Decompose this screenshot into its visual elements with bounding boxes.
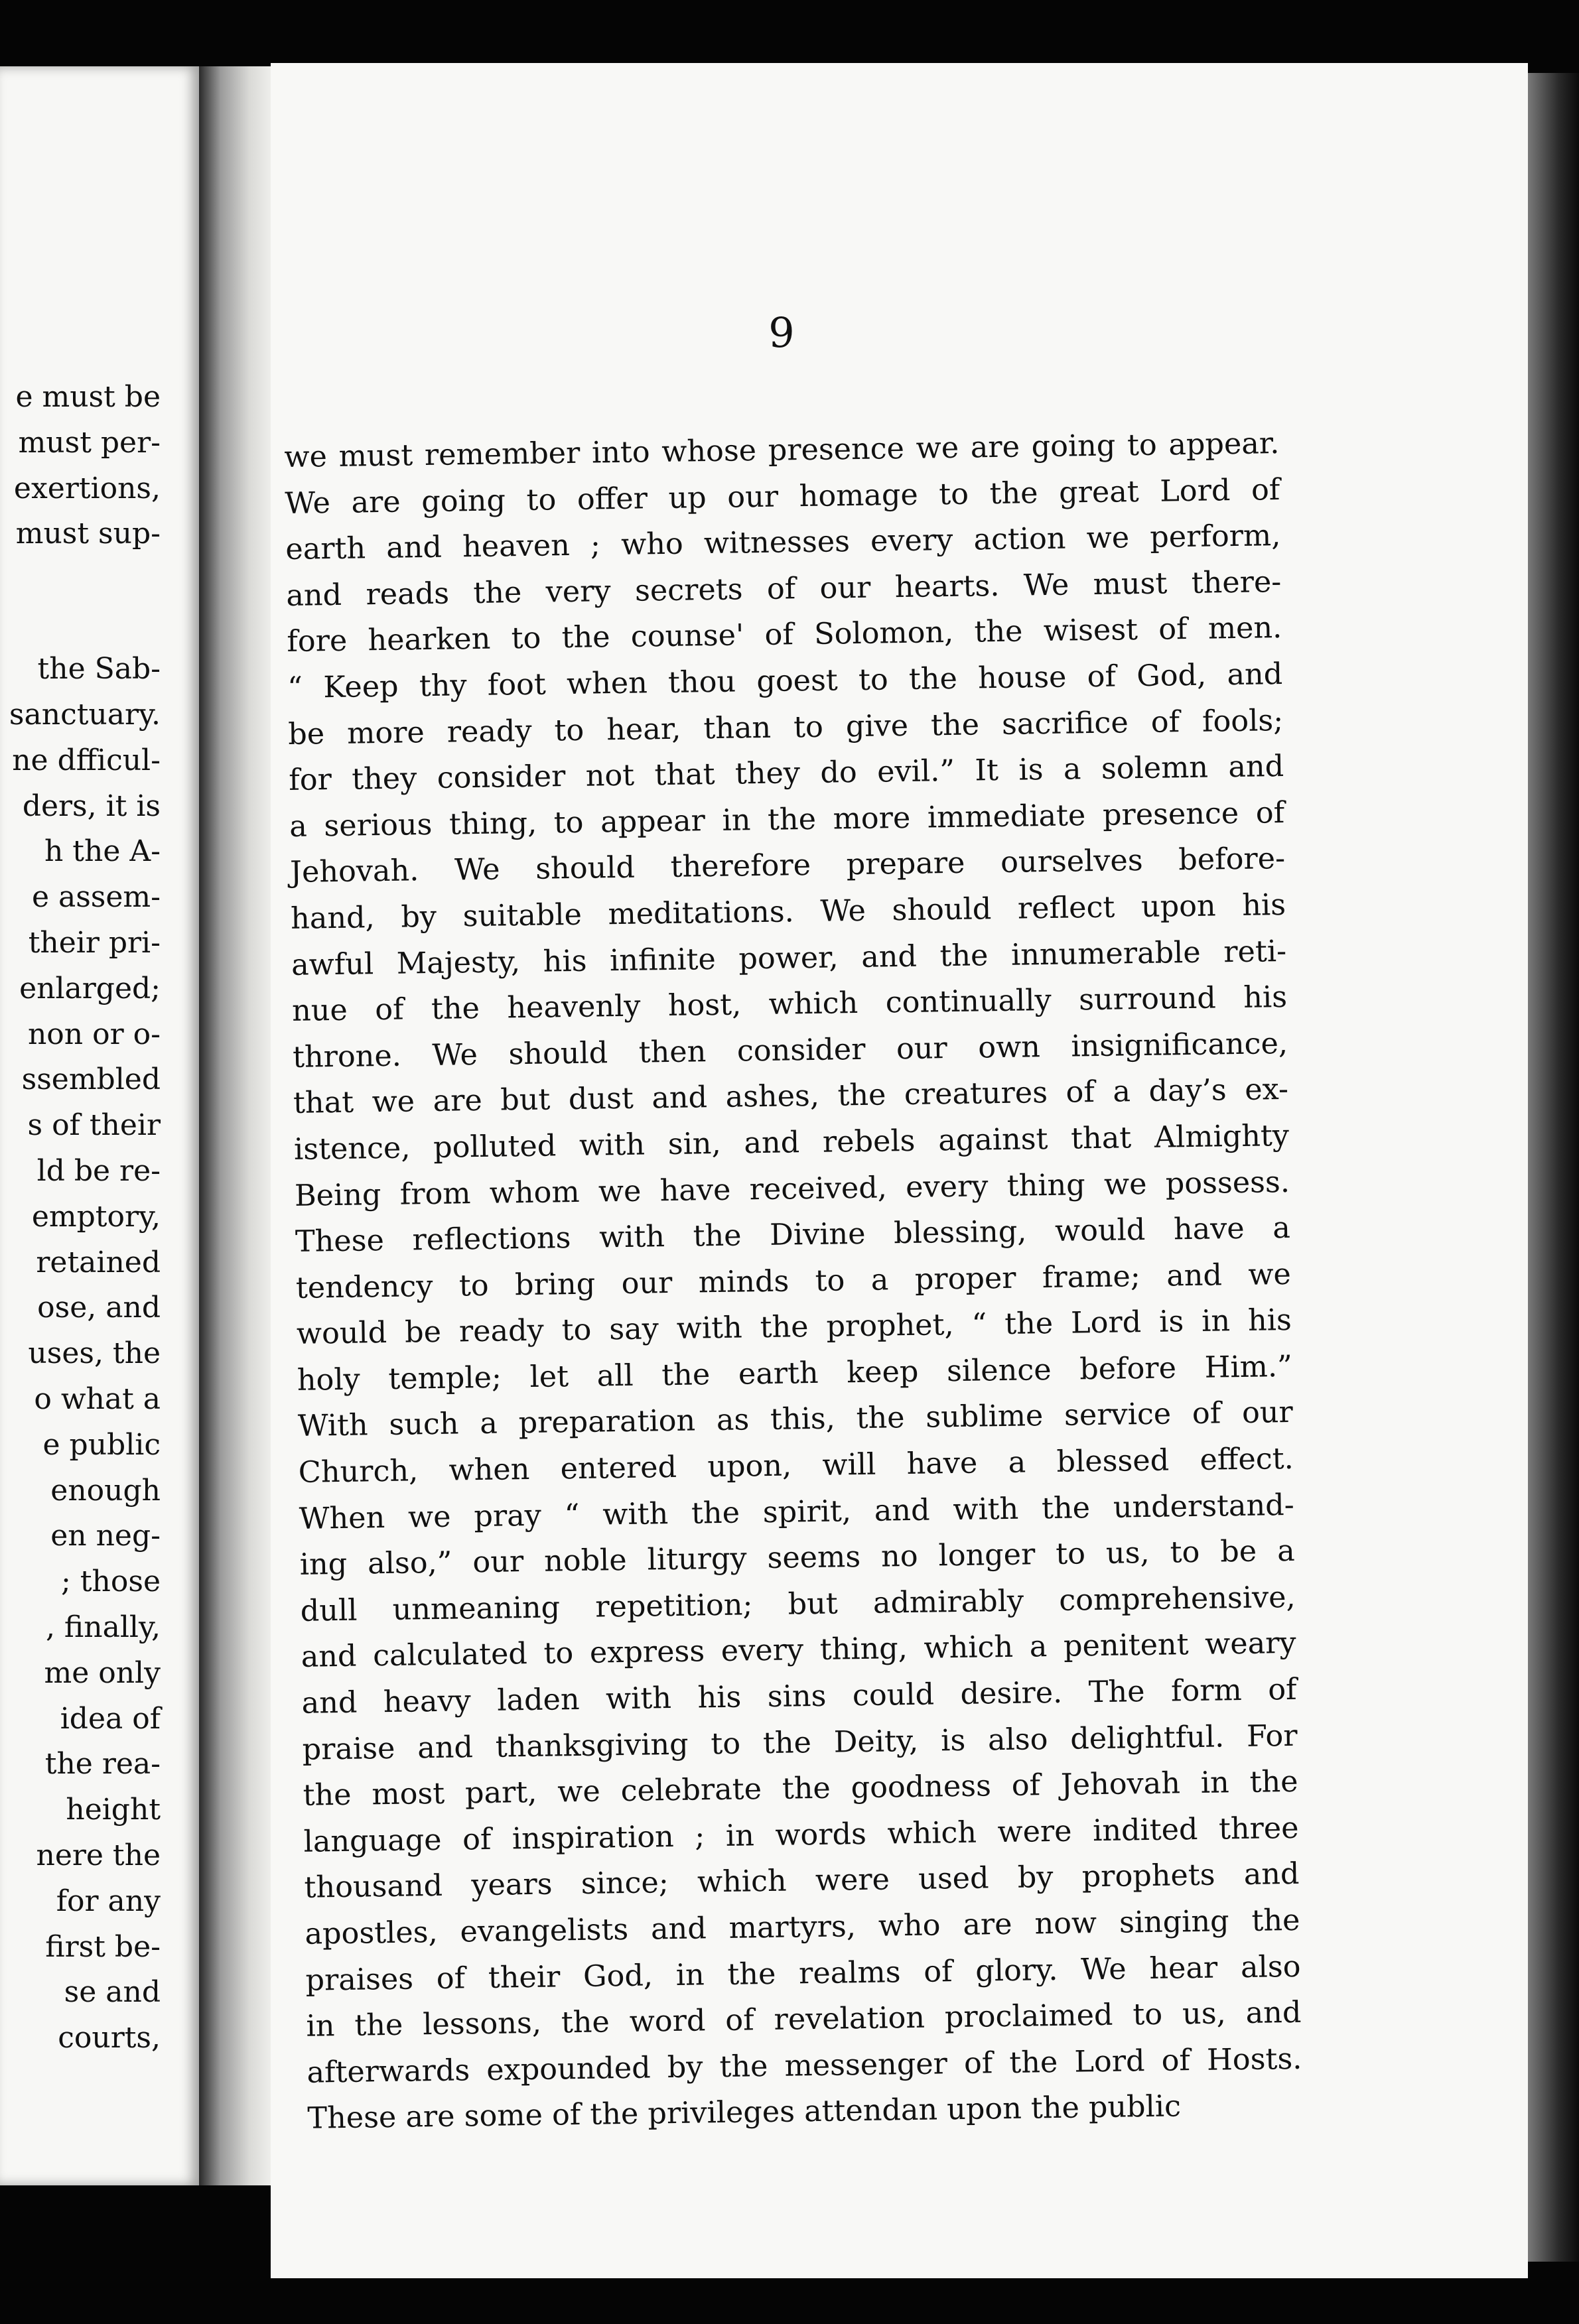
text-line: fore hearken to the counse' of Solomon, the wisest of men. bbox=[287, 611, 1282, 659]
text-line: tendency to bring our minds to a proper frame; and we bbox=[295, 1257, 1292, 1305]
text-line: and reads the very secrets of our hearts. We must there- bbox=[286, 564, 1282, 613]
facing-text-line: nere the bbox=[36, 1838, 161, 1872]
text-line: a serious thing, to appear in the more immediate presence of bbox=[289, 795, 1285, 844]
text-line: thousand years since; which were used by prophets and bbox=[304, 1857, 1300, 1905]
text-line: praises of their God, in the realms of glory. We hear also bbox=[305, 1949, 1301, 1998]
text-line: praise and thanksgiving to the Deity, is also delightful. For bbox=[302, 1718, 1298, 1767]
text-line: the most part, we celebrate the goodness of Jehovah in the bbox=[303, 1765, 1298, 1813]
text-line: nue of the heavenly host, which continually surround his bbox=[291, 980, 1288, 1029]
text-line: for they consider not that they do evil.” It is a solemn and bbox=[288, 749, 1284, 798]
text-line: would be ready to say with the prophet, “ the Lord is in his bbox=[296, 1303, 1292, 1352]
facing-text-line: retained bbox=[36, 1245, 161, 1279]
facing-text-line: the Sab- bbox=[37, 652, 161, 686]
text-line: These reflections with the Divine blessing, would have a bbox=[295, 1211, 1291, 1259]
text-line: that we are but dust and ashes, the creatures of a day’s ex- bbox=[293, 1072, 1289, 1121]
text-line: be more ready to hear, than to give the sacrifice of fools; bbox=[287, 703, 1284, 751]
text-line: holy temple; let all the earth keep silence before Him.” bbox=[297, 1349, 1293, 1397]
text-line: Church, when entered upon, will have a blessed effect. bbox=[298, 1441, 1294, 1490]
facing-text-line: enlarged; bbox=[19, 971, 161, 1005]
text-line: awful Majesty, his infinite power, and the innumerable reti- bbox=[291, 934, 1287, 982]
facing-text-line: e assem- bbox=[31, 880, 161, 915]
facing-text-line: e must be bbox=[15, 380, 161, 414]
text-line: throne. We should then consider our own insignificance, bbox=[292, 1026, 1288, 1074]
facing-text-line: courts, bbox=[58, 2021, 161, 2055]
facing-page-left bbox=[0, 66, 199, 2185]
facing-page-text bbox=[0, 375, 161, 2061]
facing-text-line: their pri- bbox=[28, 925, 161, 960]
facing-text-line: me only bbox=[44, 1655, 161, 1690]
facing-text-line: s of their bbox=[27, 1108, 161, 1143]
facing-text-line: emptory, bbox=[31, 1199, 161, 1234]
facing-text-line: , finally, bbox=[45, 1610, 161, 1644]
facing-text-line: height bbox=[66, 1793, 161, 1827]
facing-text-line: for any bbox=[56, 1884, 161, 1918]
text-line: we must remember into whose presence we are going to appear. bbox=[284, 426, 1280, 474]
facing-text-line: h the A- bbox=[44, 834, 161, 869]
facing-text-line: uses, the bbox=[28, 1336, 161, 1371]
text-line: When we pray “ with the spirit, and with the understand- bbox=[299, 1488, 1295, 1536]
facing-text-line: ; those bbox=[61, 1565, 161, 1599]
text-line: Being from whom we have received, every thing we possess. bbox=[294, 1165, 1290, 1213]
paragraph-gap bbox=[0, 557, 161, 647]
facing-text-line: exertions, bbox=[13, 471, 161, 505]
facing-text-line: must sup- bbox=[15, 517, 161, 551]
text-line: and heavy laden with his sins could desire. The form of bbox=[301, 1672, 1297, 1720]
facing-text-line: e public bbox=[42, 1427, 161, 1462]
text-line: istence, polluted with sin, and rebels against that Almighty bbox=[293, 1118, 1290, 1167]
facing-text-line: the rea- bbox=[44, 1747, 161, 1781]
text-line: earth and heaven ; who witnesses every action we perform, bbox=[285, 519, 1281, 567]
text-line: We are going to offer up our homage to the great Lord of bbox=[285, 472, 1280, 521]
facing-text-line: non or o- bbox=[27, 1017, 161, 1051]
page-body-text bbox=[284, 420, 1303, 2142]
book-edge-shadow bbox=[1528, 73, 1579, 2262]
facing-text-line: first be- bbox=[45, 1929, 161, 1964]
text-line: Jehovah. We should therefore prepare ourselves before- bbox=[289, 842, 1286, 890]
facing-text-line: ne dfficul- bbox=[12, 743, 161, 777]
text-line: With such a preparation as this, the sublime service of our bbox=[297, 1395, 1294, 1444]
text-line: dull unmeaning repetition; but admirably comprehensive, bbox=[300, 1580, 1296, 1628]
text-line: These are some of the privileges attendan upon the public bbox=[307, 2089, 1182, 2136]
facing-text-line: ders, it is bbox=[22, 789, 161, 823]
text-line: afterwards expounded by the messenger of the Lord of Hosts. bbox=[307, 2041, 1302, 2090]
facing-text-line: o what a bbox=[34, 1382, 161, 1416]
facing-text-line: must per- bbox=[18, 425, 161, 460]
text-line: hand, by suitable meditations. We should reflect upon his bbox=[290, 887, 1286, 936]
page-gutter bbox=[199, 66, 271, 2185]
facing-text-line: enough bbox=[50, 1473, 161, 1508]
text-line: ing also,” our noble liturgy seems no longer to us, to be a bbox=[299, 1534, 1296, 1582]
text-line: in the lessons, the word of revelation proclaimed to us, and bbox=[306, 1996, 1302, 2043]
text-line: language of inspiration ; in words which were indited three bbox=[303, 1811, 1299, 1859]
text-line: “ Keep thy foot when thou goest to the house of God, and bbox=[287, 657, 1283, 705]
facing-text-line: en neg- bbox=[50, 1519, 161, 1553]
facing-text-line: ose, and bbox=[37, 1291, 161, 1325]
text-line: and calculated to express every thing, which a penitent weary bbox=[301, 1626, 1296, 1675]
facing-text-line: ld be re- bbox=[36, 1153, 161, 1188]
facing-text-line: idea of bbox=[60, 1701, 161, 1736]
facing-text-line: se and bbox=[64, 1975, 161, 2010]
page-right bbox=[271, 63, 1528, 2278]
facing-text-line: ssembled bbox=[21, 1063, 161, 1097]
page-number: 9 bbox=[768, 308, 795, 357]
text-line: apostles, evangelists and martyrs, who are now singing the bbox=[305, 1903, 1300, 1951]
facing-text-line: sanctuary. bbox=[9, 697, 161, 732]
